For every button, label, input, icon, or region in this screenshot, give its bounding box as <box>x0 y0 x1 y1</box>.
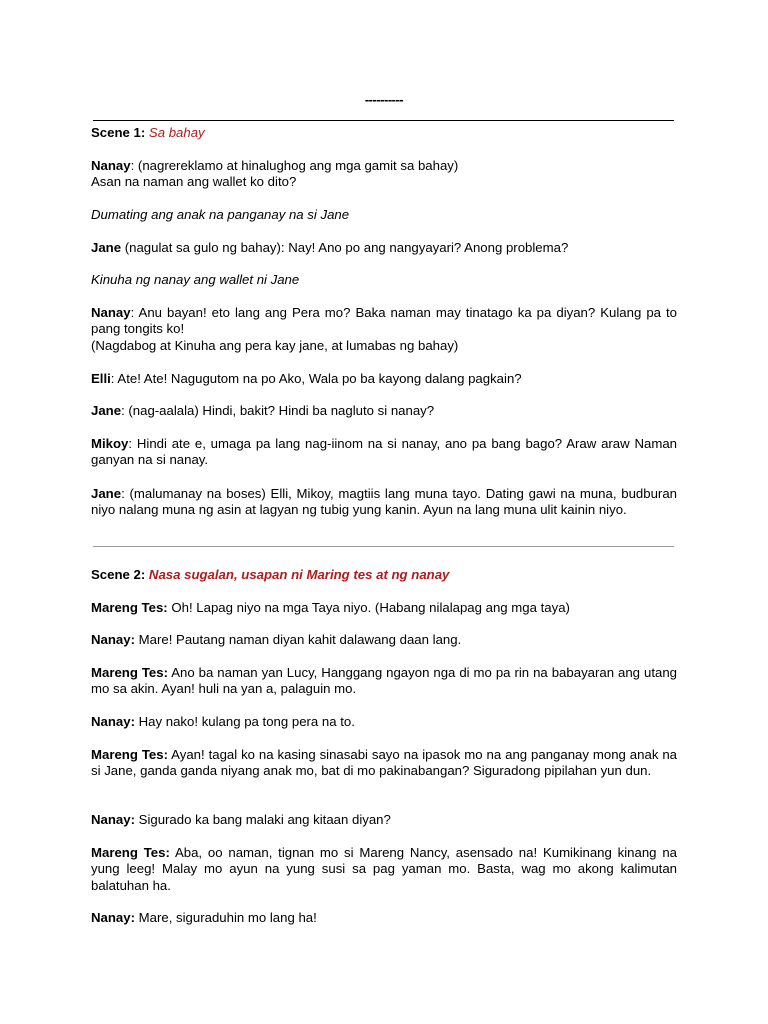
stage-direction: Kinuha ng nanay ang wallet ni Jane <box>91 272 300 287</box>
dialogue-line <box>91 632 677 648</box>
line-text: Aba, oo naman, tignan mo si Mareng Nancy, asensado na! Kumikinang kinang na yung leeg! Malay mo ayun na yung susi sa pag yaman mo. Basta, wag mo akong kalimutan balatuhan ha. <box>91 845 678 893</box>
dialogue-line <box>91 371 677 387</box>
line-text: Mare! Pautang naman diyan kahit dalawang daan lang. <box>134 632 462 647</box>
dialogue-line <box>91 158 677 191</box>
speaker-name: Mareng Tes: <box>91 600 168 615</box>
line-text: Oh! Lapag niyo na mga Taya niyo. (Habang nilalapag ang mga taya) <box>167 600 570 615</box>
stage-direction: Dumating ang anak na panganay na si Jane <box>91 207 350 222</box>
speaker-name: Mareng Tes: <box>91 665 168 680</box>
speaker-sep: : <box>121 403 125 418</box>
speaker-name: Nanay: <box>91 632 135 647</box>
speaker-name: Mikoy <box>91 436 129 451</box>
speaker-name: Nanay: <box>91 714 135 729</box>
scene2-label: Scene 2: <box>91 567 146 582</box>
dialogue-line <box>91 747 677 780</box>
speaker-name: Nanay: <box>91 812 135 827</box>
line-text: Ayan! tagal ko na kasing sinasabi sayo na ipasok mo na ang panganay mong anak na si Jane, ganda ganda niyang anak mo, bat di mo pakinabangan? Siguradong pipilahan yun dun. <box>91 747 677 779</box>
speaker-name: Mareng Tes: <box>91 747 168 762</box>
speaker-name: Jane <box>91 403 122 418</box>
scene2-title: Nasa sugalan, usapan ni Maring tes at ng nanay <box>148 567 450 582</box>
dialogue-line <box>91 714 677 730</box>
line-text: Anu bayan! eto lang ang Pera mo? Baka naman may tinatago ka pa diyan? Kulang pa to pang tongits ko! <box>91 305 677 337</box>
line-text-2: (Nagdabog at Kinuha ang pera kay jane, at lumabas ng bahay) <box>91 337 459 353</box>
speaker-sep: : <box>110 371 115 386</box>
speaker-name: Mareng Tes: <box>91 845 170 860</box>
speaker-name: Nanay <box>91 158 131 173</box>
dialogue-line <box>91 436 677 469</box>
dialogue-line <box>91 665 677 698</box>
top-divider <box>93 120 674 121</box>
scene-divider <box>93 546 674 547</box>
dialogue-line <box>91 910 677 926</box>
line-text-2: Asan na naman ang wallet ko dito? <box>91 174 297 190</box>
dialogue-line <box>91 486 677 519</box>
dialogue-line <box>91 812 677 828</box>
speaker-name: Jane <box>91 486 122 501</box>
speaker-name: Nanay: <box>91 910 135 925</box>
dialogue-line <box>91 845 677 894</box>
speaker-sep: : <box>128 436 133 451</box>
line-text: Sigurado ka bang malaki ang kitaan diyan? <box>134 812 391 827</box>
speaker-sep: : <box>130 305 135 320</box>
line-text: Ano ba naman yan Lucy, Hanggang ngayon nga di mo pa rin na babayaran ang utang mo sa akin. Ayan! huli na yan a, palaguin mo. <box>91 665 677 697</box>
speaker-name: Nanay <box>91 305 131 320</box>
line-text: (nagulat sa gulo ng bahay): Nay! Ano po ang nangyayari? Anong problema? <box>121 240 569 255</box>
scene1-heading <box>91 125 677 141</box>
speaker-name: Elli <box>91 371 111 386</box>
dialogue-line <box>91 240 677 256</box>
scene2-heading <box>91 567 677 583</box>
scene1-label: Scene 1: <box>91 125 146 140</box>
dialogue-line <box>91 403 677 419</box>
dialogue-line <box>91 305 677 354</box>
line-text: Hindi ate e, umaga pa lang nag-iinom na si nanay, ano pa bang bago? Araw araw Naman ganyan na si nanay. <box>91 436 677 468</box>
speaker-sep: : <box>130 158 135 173</box>
line-text: Mare, siguraduhin mo lang ha! <box>134 910 317 925</box>
header-dashes: ---------- <box>364 92 404 107</box>
line-text: Ate! Ate! Nagugutom na po Ako, Wala po ba kayong dalang pagkain? <box>114 371 522 386</box>
line-text: (nag-aalala) Hindi, bakit? Hindi ba nagluto si nanay? <box>124 403 435 418</box>
speaker-sep: : <box>121 486 125 501</box>
scene1-title: Sa bahay <box>148 125 205 140</box>
dialogue-line <box>91 600 677 616</box>
line-text: (malumanay na boses) Elli, Mikoy, magtiis lang muna tayo. Dating gawi na muna, budburan niyo nalang muna ng asin at lagyan ng tubig yung kanin. Ayun na lang muna ulit kainin niyo. <box>91 486 677 518</box>
line-text: (nagrereklamo at hinalughog ang mga gamit sa bahay) <box>134 158 459 173</box>
line-text: Hay nako! kulang pa tong pera na to. <box>134 714 355 729</box>
speaker-name: Jane <box>91 240 122 255</box>
